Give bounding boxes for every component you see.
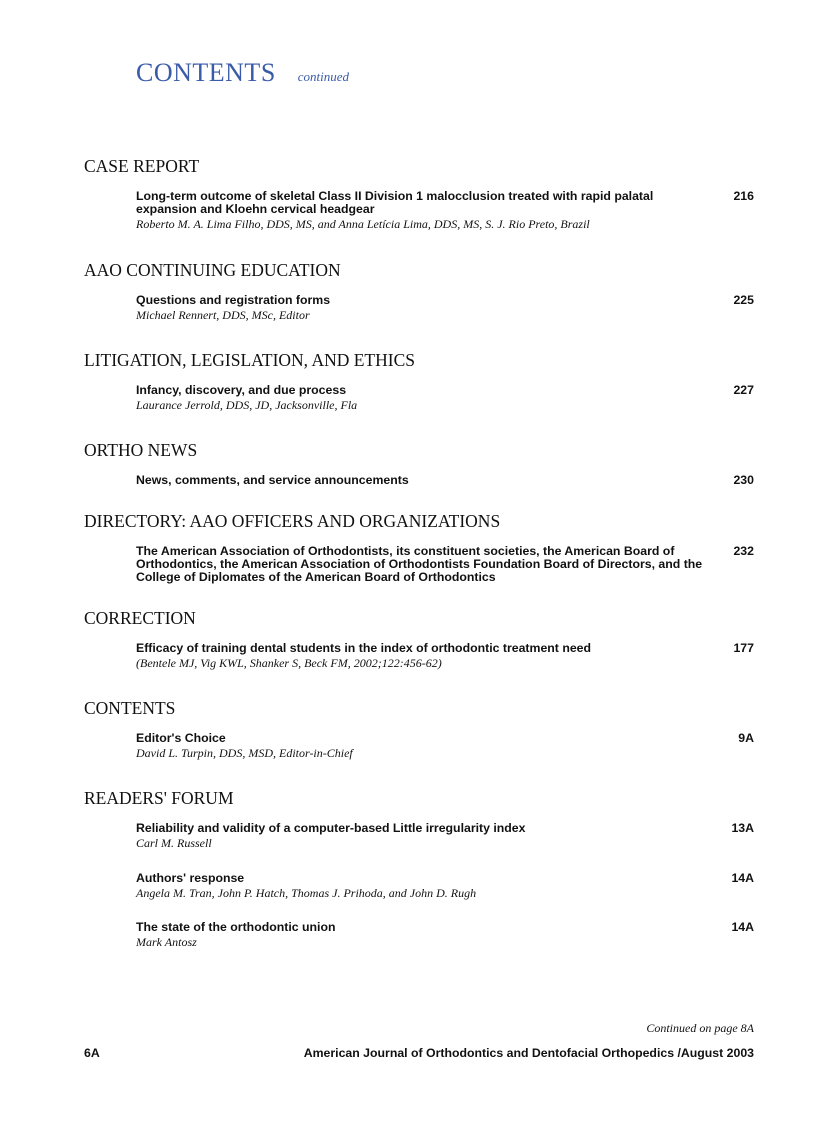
- section-heading-ortho-news: ORTHO NEWS: [84, 440, 198, 460]
- entry-authors: Laurance Jerrold, DDS, JD, Jacksonville, Fla: [136, 398, 358, 412]
- entry-page-number: 14A: [731, 871, 754, 885]
- toc-entry[interactable]: [136, 474, 756, 487]
- section-heading-case-report: CASE REPORT: [84, 156, 200, 176]
- continued-label: continued: [297, 69, 350, 84]
- entry-page-number: 177: [733, 641, 754, 655]
- entry-page-number: 13A: [731, 821, 754, 835]
- entry-page-number: 230: [733, 473, 754, 487]
- page-title: [136, 58, 349, 88]
- contents-title: CONTENTS: [136, 58, 276, 87]
- entry-page-number: 14A: [731, 920, 754, 934]
- entry-page-number: 232: [733, 544, 754, 558]
- toc-entry[interactable]: [136, 642, 756, 671]
- section-heading-aao-continuing-education: AAO CONTINUING EDUCATION: [84, 260, 341, 280]
- entry-page-number: 9A: [738, 731, 754, 745]
- entry-page-number: 227: [733, 383, 754, 397]
- entry-authors: Mark Antosz: [136, 935, 197, 949]
- entry-title[interactable]: Infancy, discovery, and due process: [136, 383, 347, 397]
- entry-title[interactable]: News, comments, and service announcements: [136, 473, 409, 487]
- entry-authors: Roberto M. A. Lima Filho, DDS, MS, and Anna Letícia Lima, DDS, MS, S. J. Rio Preto, Brazil: [136, 217, 590, 231]
- entry-title[interactable]: The state of the orthodontic union: [136, 920, 336, 934]
- entry-title[interactable]: Authors' response: [136, 871, 245, 885]
- entry-title[interactable]: Editor's Choice: [136, 731, 226, 745]
- entry-authors: (Bentele MJ, Vig KWL, Shanker S, Beck FM, 2002;122:456-62): [136, 656, 442, 670]
- entry-authors: David L. Turpin, DDS, MSD, Editor-in-Chief: [136, 746, 353, 760]
- entry-page-number: 216: [733, 189, 754, 203]
- footer-page-number: 6A: [84, 1046, 100, 1060]
- toc-entry[interactable]: [136, 822, 756, 851]
- toc-entry[interactable]: [136, 294, 756, 323]
- section-heading-correction: CORRECTION: [84, 608, 196, 628]
- entry-authors: Angela M. Tran, John P. Hatch, Thomas J. Prihoda, and John D. Rugh: [136, 886, 477, 900]
- toc-entry[interactable]: [136, 190, 756, 232]
- toc-entry[interactable]: [136, 384, 756, 413]
- section-heading-readers-forum: READERS' FORUM: [84, 788, 234, 808]
- toc-entry[interactable]: [136, 921, 756, 950]
- toc-entry[interactable]: [136, 545, 756, 584]
- section-heading-contents: CONTENTS: [84, 698, 176, 718]
- entry-title[interactable]: Long-term outcome of skeletal Class II Division 1 malocclusion treated with rapid palatal expansion and Kloehn cervical headgear: [136, 189, 654, 216]
- entry-authors: Michael Rennert, DDS, MSc, Editor: [136, 308, 310, 322]
- entry-title[interactable]: Efficacy of training dental students in the index of orthodontic treatment need: [136, 641, 592, 655]
- entry-title[interactable]: The American Association of Orthodontists, its constituent societies, the American Board of Orthodontics, the American Association of Orthodontists Foundation Board of Directors, and the College of Diplomates of the American Board of Orthodontics: [136, 544, 703, 584]
- entry-title[interactable]: Questions and registration forms: [136, 293, 331, 307]
- section-heading-directory: DIRECTORY: AAO OFFICERS AND ORGANIZATIONS: [84, 511, 501, 531]
- entry-page-number: 225: [733, 293, 754, 307]
- entry-title[interactable]: Reliability and validity of a computer-based Little irregularity index: [136, 821, 526, 835]
- entry-authors: Carl M. Russell: [136, 836, 212, 850]
- footer-journal-name: American Journal of Orthodontics and Dentofacial Orthopedics /August 2003: [303, 1046, 754, 1060]
- continued-on-note: Continued on page 8A: [646, 1021, 754, 1035]
- section-heading-litigation: LITIGATION, LEGISLATION, AND ETHICS: [84, 350, 415, 370]
- toc-entry[interactable]: [136, 732, 756, 761]
- toc-entry[interactable]: [136, 872, 756, 901]
